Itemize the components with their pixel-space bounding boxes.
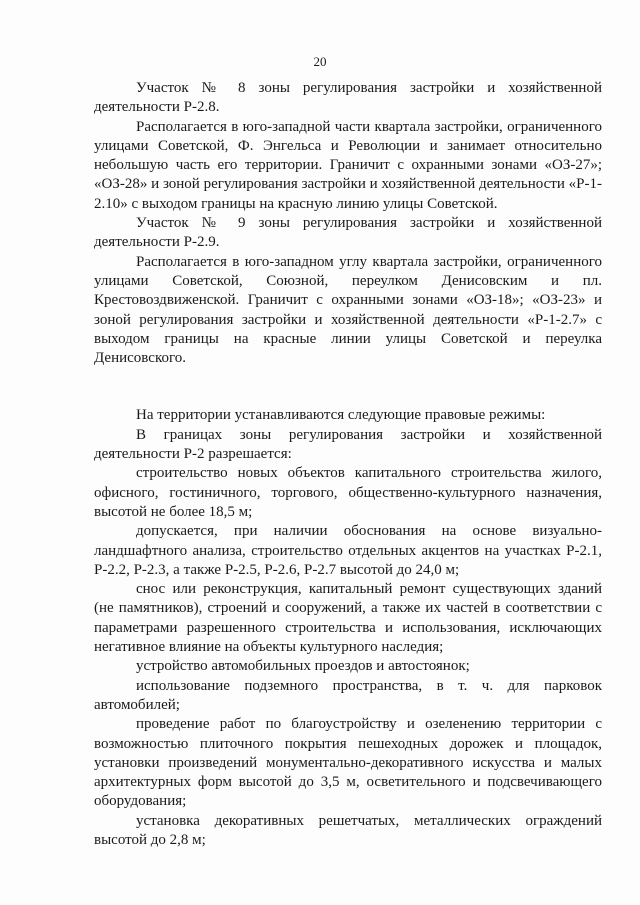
paragraph-permitted-intro: В границах зоны регулирования застройки и хозяйственной деятельности Р-2 разрешается:: [94, 426, 602, 463]
document-body: [94, 79, 602, 850]
paragraph-plot-9-location: Располагается в юго-западном углу квартала застройки, ограниченного улицами Советской, Союзной, переулком Денисовским и пл. Крестовоздвиженской. Граничит с охранными зонами «ОЗ-18»; «ОЗ-23» и зоной регулирования застройки и хозяйственной деятельности «Р-1-2.7» с выходом границы на красные линии улицы Советской и переулка Денисовского.: [94, 253, 602, 367]
paragraph-underground-space: использование подземного пространства, в т. ч. для парковок автомобилей;: [94, 677, 602, 713]
paragraph-fences: установка декоративных решетчатых, металлических ограждений высотой до 2,8 м;: [94, 812, 602, 848]
paragraph-plot-9-heading: Участок № 9 зоны регулирования застройки и хозяйственной деятельности Р-2.9.: [94, 215, 602, 251]
paragraph-plot-8-location: Располагается в юго-западной части квартала застройки, ограниченного улицами Советской, Ф. Энгельса и Революции и занимает относительно небольшую часть его территории. Граничит с охранными зонами «ОЗ-27»; «ОЗ-28» и зоной регулирования застройки и хозяйственной деятельности «Р-1-2.10» с выходом границы на красную линию улицы Советской.: [94, 118, 602, 212]
paragraph-driveways-parking: устройство автомобильных проездов и автостоянок;: [136, 658, 470, 675]
paragraph-accent-buildings: допускается, при наличии обоснования на основе визуально-ландшафтного анализа, строительство отдельных акцентов на участках Р-2.1, Р-2.2, Р-2.3, а также Р-2.5, Р-2.6, Р-2.7 высотой до 24,0 м;: [94, 523, 602, 578]
paragraph-plot-8-heading: Участок № 8 зоны регулирования застройки и хозяйственной деятельности Р-2.8.: [94, 80, 602, 116]
paragraph-new-construction: строительство новых объектов капитального строительства жилого, офисного, гостиничного, торгового, общественно-культурного назначения, высотой не более 18,5 м;: [94, 465, 602, 520]
paragraph-demolition-reconstruction: снос или реконструкция, капитальный ремонт существующих зданий (не памятников), строений и сооружений, а также их частей в соответствии с параметрами разрешенного строительства и использования, исключающих негативное влияние на объекты культурного наследия;: [94, 581, 602, 656]
paragraph-legal-regimes-intro: На территории устанавливаются следующие правовые режимы:: [136, 407, 546, 424]
page-number: 20: [313, 54, 327, 69]
paragraph-landscaping: проведение работ по благоустройству и озеленению территории с возможностью плиточного покрытия пешеходных дорожек и площадок, установки произведений монументально-декоративного искусства и малых архитектурных форм высотой до 3,5 м, осветительного и подсвечивающего оборудования;: [94, 716, 602, 810]
